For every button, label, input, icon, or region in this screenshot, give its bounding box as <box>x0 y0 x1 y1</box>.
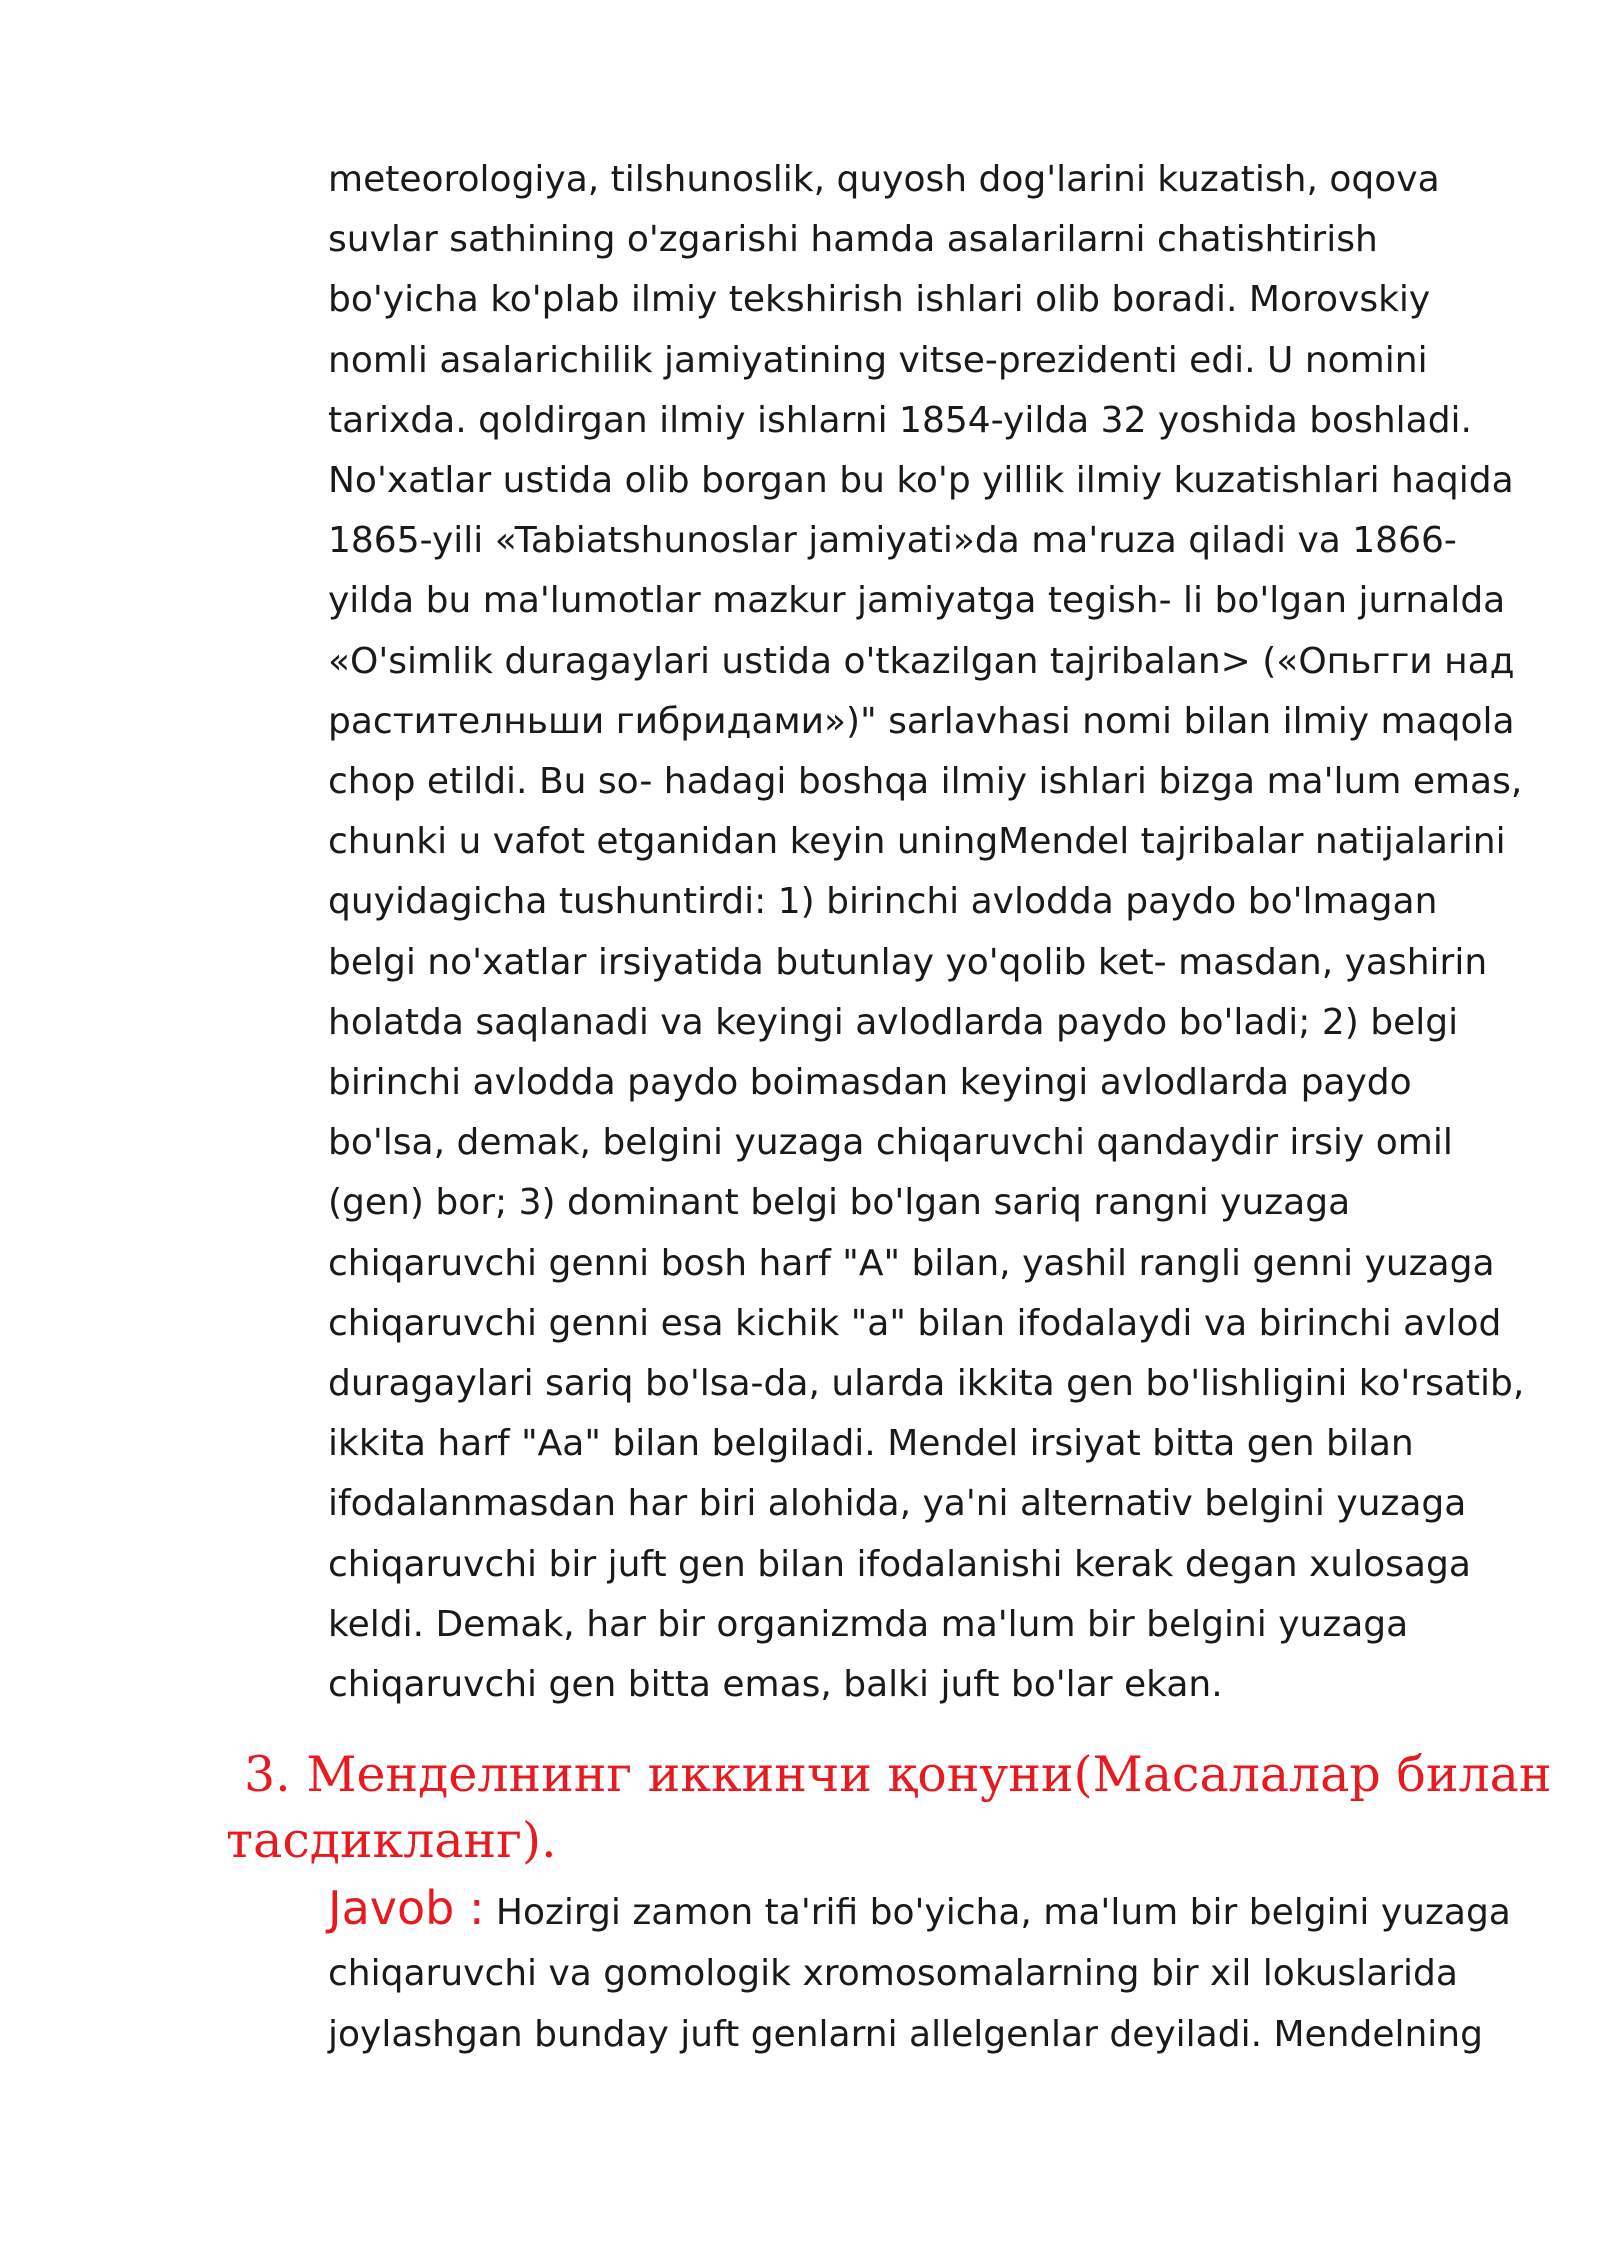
answer-first-line <box>328 1878 1511 1943</box>
text-line: nomli asalarichilik jamiyatining vitse-prezidenti edi. U nomini <box>328 339 1428 381</box>
text-line: 1865-yili «Tabiatshunoslar jamiyati»da ma'ruza qiladi va 1866- <box>328 520 1457 562</box>
section-heading <box>226 1742 1552 1874</box>
text-line: ikkita harf "Aa" bilan belgiladi. Mendel irsiyat bitta gen bilan <box>328 1423 1414 1465</box>
answer-paragraph <box>328 1878 1511 2065</box>
answer-line: chiqaruvchi va gomologik xromosomalarning bir xil lokuslarida <box>328 1953 1458 1994</box>
text-line: «O'simlik duragaylari ustida o'tkazilgan tajribalan> («Опьгги над <box>328 640 1515 682</box>
text-line: birinchi avlodda paydo boimasdan keyingi avlodlarda paydo <box>328 1062 1412 1104</box>
heading-line: 3. Менделнинг иккинчи қонуни(Масалалар билан <box>244 1746 1552 1803</box>
text-line: chiqaruvchi genni esa kichik "a" bilan ifodalaydi va birinchi avlod <box>328 1302 1502 1344</box>
text-line: yilda bu ma'lumotlar mazkur jamiyatga tegish- li bo'lgan jurnalda <box>328 580 1506 622</box>
text-line: chunki u vafot etganidan keyin uningMendel tajribalar natijalarini <box>328 821 1506 863</box>
text-line: duragaylari sariq bo'lsa-da, ularda ikkita gen bo'lishligini ko'rsatib, <box>328 1363 1525 1405</box>
text-line: No'xatlar ustida olib borgan bu ko'p yillik ilmiy kuzatishlari haqida <box>328 460 1514 502</box>
text-line: chiqaruvchi genni bosh harf "A" bilan, yashil rangli genni yuzaga <box>328 1242 1495 1284</box>
text-line: bo'yicha ko'plab ilmiy tekshirish ishlari olib boradi. Morovskiy <box>328 279 1431 321</box>
text-line: bo'lsa, demak, belgini yuzaga chiqaruvchi qandaydir irsiy omil <box>328 1122 1453 1164</box>
text-line: meteorologiya, tilshunoslik, quyosh dog'larini kuzatish, oqova <box>328 159 1440 200</box>
body-paragraph <box>328 150 1525 1715</box>
text-line: chop etildi. Bu so- hadagi boshqa ilmiy ishlari bizga ma'lum emas, <box>328 761 1523 803</box>
text-line: chiqaruvchi gen bitta emas, balki juft bo'lar ekan. <box>328 1664 1223 1706</box>
text-line: растителньши гибридами»)" sarlavhasi nomi bilan ilmiy maqola <box>328 700 1515 742</box>
text-line: belgi no'xatlar irsiyatida butunlay yo'qolib ket- masdan, yashirin <box>328 941 1488 983</box>
answer-label: Javob : <box>328 1881 485 1935</box>
text-line: holatda saqlanadi va keyingi avlodlarda paydo bo'ladi; 2) belgi <box>328 1001 1459 1043</box>
answer-line: joylashgan bunday juft genlarni allelgenlar deyiladi. Mendelning <box>328 2014 1483 2055</box>
heading-line: тасдикланг). <box>226 1812 557 1869</box>
text-line: ifodalanmasdan har biri alohida, ya'ni alternativ belgini yuzaga <box>328 1483 1467 1525</box>
text-line: quyidagicha tushuntirdi: 1) birinchi avlodda paydo bo'lmagan <box>328 881 1438 923</box>
text-line: keldi. Demak, har bir organizmda ma'lum bir belgini yuzaga <box>328 1603 1409 1645</box>
text-line: (gen) bor; 3) dominant belgi bo'lgan sariq rangni yuzaga <box>328 1182 1351 1224</box>
text-line: chiqaruvchi bir juft gen bilan ifodalanishi kerak degan xulosaga <box>328 1543 1471 1585</box>
answer-text: Hozirgi zamon ta'rifi bo'yicha, ma'lum bir belgini yuzaga <box>484 1892 1511 1933</box>
text-line: tarixda. qoldirgan ilmiy ishlarni 1854-yilda 32 yoshida boshladi. <box>328 399 1473 441</box>
text-line: suvlar sathining o'zgarishi hamda asalarilarni chatishtirish <box>328 219 1378 261</box>
